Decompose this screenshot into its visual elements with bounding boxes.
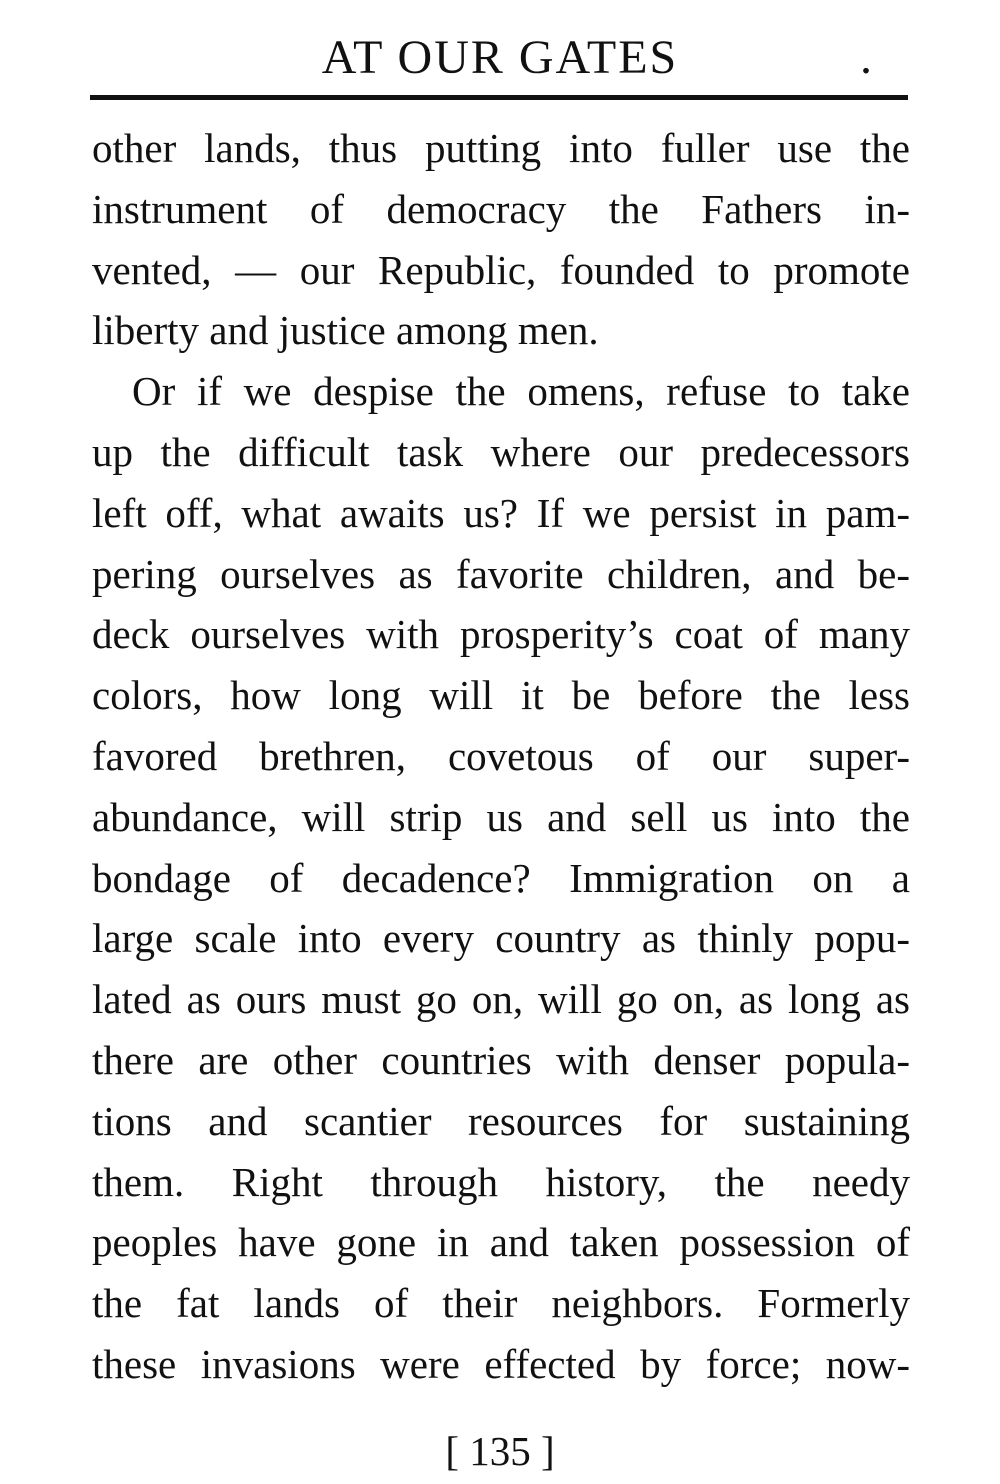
text-line: these invasions were effected by force; now-	[92, 1340, 910, 1387]
text-line: instrument of democracy the Fathers in-	[92, 185, 910, 232]
text-line: large scale into every country as thinly popu-	[92, 915, 910, 962]
running-title: AT OUR GATES	[321, 31, 679, 84]
text-line: tions and scantier resources for sustaining	[92, 1097, 910, 1144]
text-line: there are other countries with denser popula-	[92, 1036, 910, 1083]
page-number: [ 135 ]	[445, 1428, 555, 1474]
text-line: other lands, thus putting into fuller use the	[92, 125, 910, 171]
running-head-mark: .	[860, 31, 872, 84]
text-line: left off, what awaits us? If we persist in pam-	[92, 489, 910, 536]
text-line: up the difficult task where our predecessors	[92, 428, 910, 475]
running-head	[92, 28, 908, 88]
text-line: lated as ours must go on, will go on, as long as	[92, 976, 910, 1023]
text-line: liberty and justice among men.	[92, 307, 599, 354]
text-line: peoples have gone in and taken possession of	[92, 1219, 910, 1266]
text-line: abundance, will strip us and sell us into the	[92, 793, 910, 840]
header-rule	[90, 95, 908, 100]
text-line: pering ourselves as favorite children, and be-	[92, 550, 910, 597]
text-line: bondage of decadence? Immigration on a	[92, 854, 910, 901]
text-line: the fat lands of their neighbors. Formerly	[92, 1280, 910, 1327]
text-line: deck ourselves with prosperity’s coat of many	[92, 611, 910, 658]
text-line: them. Right through history, the needy	[92, 1158, 910, 1205]
text-line: vented, — our Republic, founded to promote	[92, 246, 910, 293]
text-line-paragraph-start: Or if we despise the omens, refuse to take	[132, 368, 910, 415]
body-text	[92, 118, 910, 1395]
text-line: favored brethren, covetous of our super-	[92, 732, 910, 779]
text-line: colors, how long will it be before the less	[92, 672, 910, 719]
